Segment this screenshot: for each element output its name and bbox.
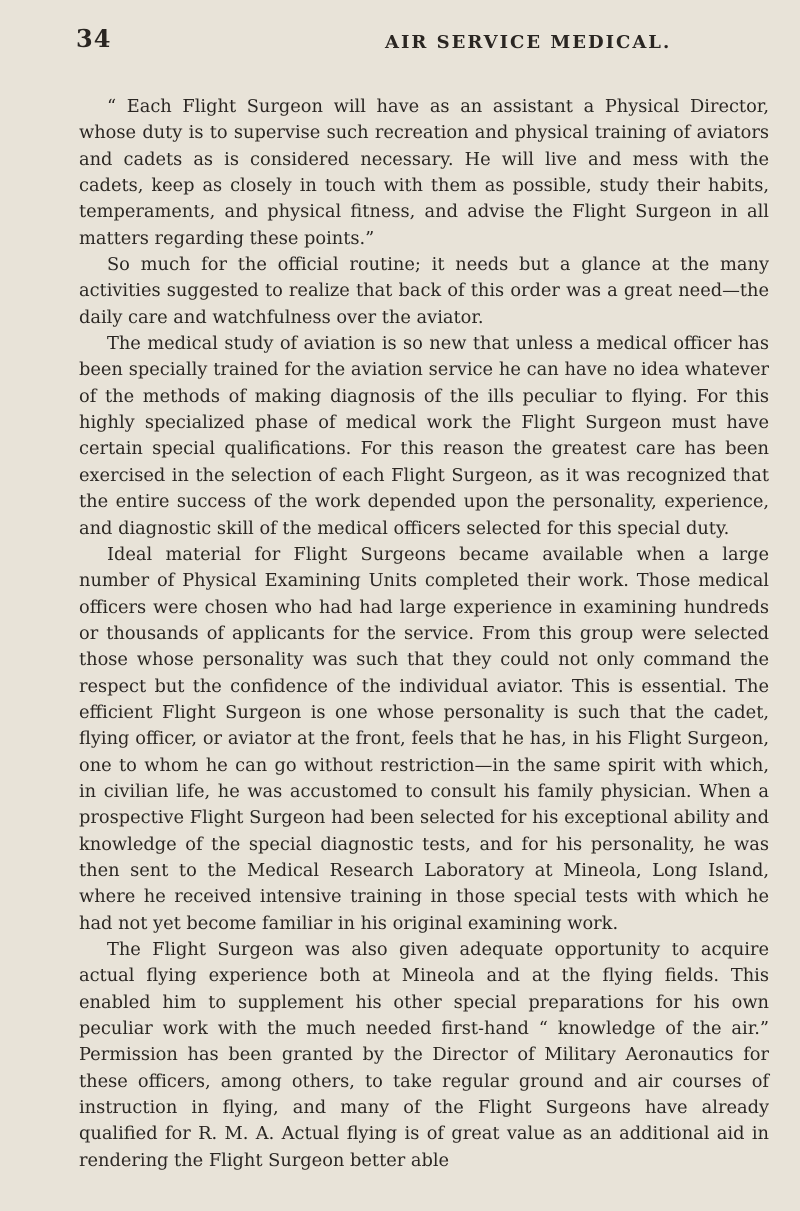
page-number: 34 — [76, 24, 112, 53]
journal-title: AIR SERVICE MEDICAL. — [385, 32, 672, 53]
running-head — [76, 24, 800, 64]
paragraph-flying-experience: The Flight Surgeon was also given adequate opportunity to acquire actual flying experience both at Mineola and at the flying fields. This enabled him to supplement his other special preparations for his own peculiar work with the much needed first-hand “ knowledge of the air.” Permission has been granted by the Director of Military Aeronautics for these officers, among others, to take regular ground and air courses of instruction in flying, and many of the Flight Surgeons have already qualified for R. M. A. Actual flying is of great value as an additional aid in rendering the Flight Surgeon better able — [79, 939, 769, 1171]
paragraph-official-routine: So much for the official routine; it needs but a glance at the many activities suggested to realize that back of this order was a great need—the daily care and watchfulness over the aviator. — [79, 254, 769, 328]
paragraph-ideal-material: Ideal material for Flight Surgeons became available when a large number of Physical Examining Units completed their work. Those medical officers were chosen who had had large experience in examining hundreds or thousands of applicants for the service. From this group were selected those whose personality was such that they could not only command the respect but the confidence of the individual aviator. This is essential. The efficient Flight Surgeon is one whose personality is such that the cadet, flying officer, or aviator at the front, feels that he has, in his Flight Surgeon, one to whom he can go without restriction—in the same spirit with which, in civilian life, he was accustomed to consult his family physician. When a prospective Flight Surgeon had been selected for his exceptional ability and knowledge of the special diagnostic tests, and for his personality, he was then sent to the Medical Research Laboratory at Mineola, Long Island, where he received intensive training in those special tests with which he had not yet become familiar in his original examining work. — [79, 543, 769, 934]
body-text — [79, 94, 769, 1174]
paragraph-medical-study: The medical study of aviation is so new that unless a medical officer has been specially trained for the aviation service he can have no idea whatever of the methods of making diagnosis of the ills peculiar to flying. For this highly specialized phase of medical work the Flight Surgeon must have certain special qualifications. For this reason the greatest care has been exercised in the selection of each Flight Surgeon, as it was recognized that the entire success of the work depended upon the personality, experience, and diagnostic skill of the medical officers selected for this special duty. — [79, 333, 769, 539]
paragraph-physical-director-quote: “ Each Flight Surgeon will have as an assistant a Physical Director, whose duty is to supervise such recreation and physical training of aviators and cadets as is considered necessary. He will live and mess with the cadets, keep as closely in touch with them as possible, study their habits, temperaments, and physical fitness, and advise the Flight Surgeon in all matters regarding these points.” — [79, 96, 769, 249]
